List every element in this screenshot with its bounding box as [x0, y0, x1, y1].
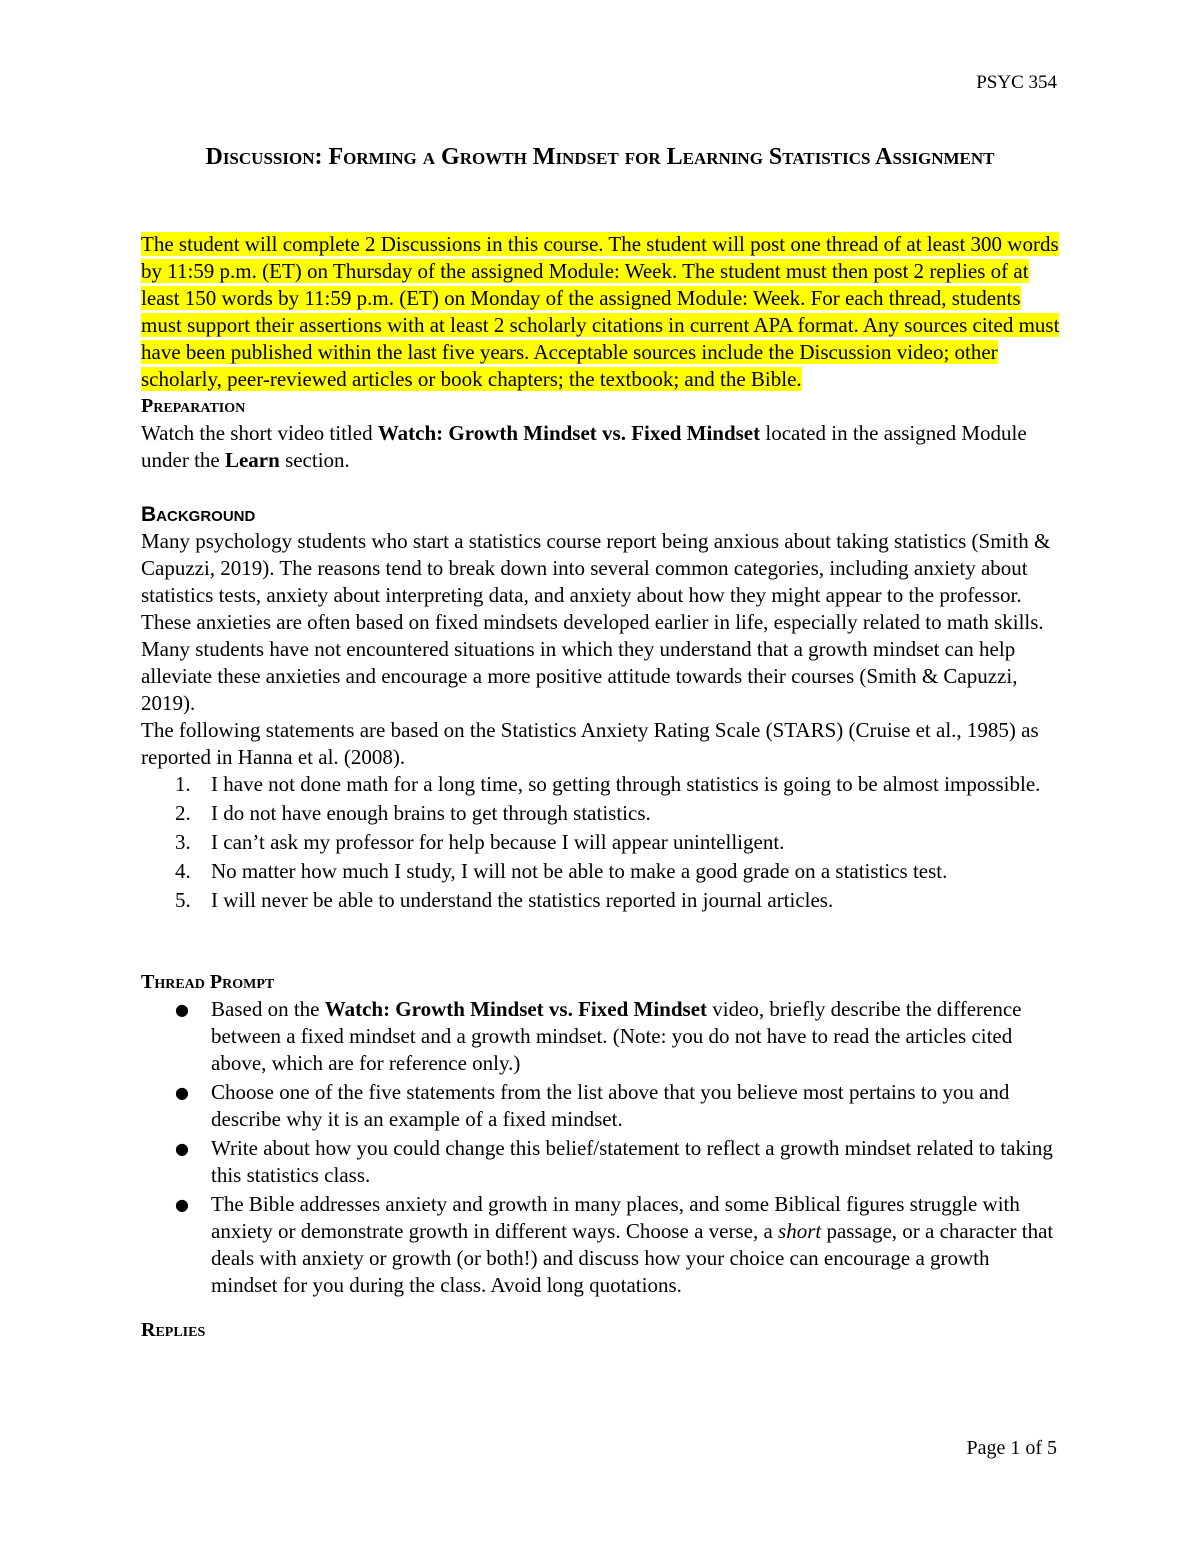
list-item-number: 2.	[175, 801, 191, 825]
prompt-4-before: The Bible addresses anxiety and growth in many places, and some Biblical figures struggle with anxiety or demonstrate growth in different ways. Choose a verse, a	[211, 1192, 1020, 1243]
list-item-number: 4.	[175, 859, 191, 883]
preparation-text-before: Watch the short video titled	[141, 421, 378, 445]
prompt-3-text: Write about how you could change this belief/statement to reflect a growth mindset related to taking this statistics class.	[211, 1136, 1053, 1187]
page-number: Page 1 of 5	[966, 1437, 1057, 1459]
prompt-1-after: video, briefly describe the difference between a fixed mindset and a growth mindset. (Note: you do not have to read the articles cited above, which are for reference only.)	[211, 997, 1022, 1075]
list-item	[141, 887, 1061, 914]
list-item-text: I will never be able to understand the statistics reported in journal articles.	[211, 888, 834, 912]
bullet-icon: ●	[175, 1195, 189, 1214]
preparation-text-after: section.	[279, 448, 350, 472]
spacer	[141, 943, 1061, 969]
thread-prompt-heading: Thread Prompt	[141, 971, 275, 993]
list-item	[141, 1079, 1061, 1133]
document-body	[141, 231, 1061, 1344]
background-paragraph-1: Many psychology students who start a statistics course report being anxious about taking statistics (Smith & Capuzzi, 2019). The reasons tend to break down into several common categories, including anxiety about statistics tests, anxiety about interpreting data, and anxiety about how they might appear to the professor. These anxieties are often based on fixed mindsets developed earlier in life, especially related to math skills. Many students have not encountered situations in which they understand that a growth mindset can help alleviate these anxieties and encourage a more positive attitude towards their courses (Smith & Capuzzi, 2019).	[141, 529, 1051, 715]
intro-paragraph	[141, 231, 1061, 393]
list-item	[141, 800, 1061, 827]
bullet-icon: ●	[175, 1083, 189, 1102]
thread-prompt-list	[141, 996, 1061, 1299]
list-item	[141, 829, 1061, 856]
preparation-paragraph	[141, 420, 1061, 474]
list-item	[141, 996, 1061, 1077]
spacer	[141, 1301, 1061, 1317]
list-item-text: I have not done math for a long time, so getting through statistics is going to be almost impossible.	[211, 772, 1041, 796]
background-heading: Background	[141, 503, 256, 526]
bullet-icon: ●	[175, 1139, 189, 1158]
list-item	[141, 771, 1061, 798]
document-title: Discussion: Forming a Growth Mindset for Learning Statistics Assignment	[205, 144, 995, 170]
list-item-number: 1.	[175, 772, 191, 796]
list-item	[141, 1191, 1061, 1299]
intro-highlighted-text: The student will complete 2 Discussions in this course. The student will post one thread of at least 300 words by 11:59 p.m. (ET) on Thursday of the assigned Module: Week. The student must then post 2 replies of at least 150 words by 11:59 p.m. (ET) on Monday of the assigned Module: Week. For each thread, students must support their assertions with at least 2 scholarly citations in current APA format. Any sources cited must have been published within the last five years. Acceptable sources include the Discussion video; other scholarly, peer-reviewed articles or book chapters; the textbook; and the Bible.	[141, 232, 1060, 391]
prompt-2-text: Choose one of the five statements from the list above that you believe most pertains to you and describe why it is an example of a fixed mindset.	[211, 1080, 1010, 1131]
bullet-icon: ●	[175, 1000, 189, 1019]
list-item-number: 5.	[175, 888, 191, 912]
prompt-1-video-title: Watch: Growth Mindset vs. Fixed Mindset	[324, 997, 708, 1021]
list-item-text: No matter how much I study, I will not be able to make a good grade on a statistics test.	[211, 859, 948, 883]
spacer	[141, 916, 1061, 943]
spacer	[141, 474, 1061, 501]
statements-list	[141, 771, 1061, 914]
list-item-text: I do not have enough brains to get through statistics.	[211, 801, 651, 825]
course-code-header: PSYC 354	[976, 72, 1057, 93]
preparation-text-middle: located in the assigned Module under the	[141, 421, 1027, 472]
preparation-section-name: Learn	[224, 448, 280, 472]
background-paragraph-2: The following statements are based on the Statistics Anxiety Rating Scale (STARS) (Cruise et al., 1985) as reported in Hanna et al. (2008).	[141, 718, 1039, 769]
prompt-1-before: Based on the	[211, 997, 325, 1021]
list-item	[141, 858, 1061, 885]
list-item-number: 3.	[175, 830, 191, 854]
replies-heading: Replies	[141, 1319, 206, 1341]
list-item	[141, 1135, 1061, 1189]
list-item-text: I can’t ask my professor for help because I will appear unintelligent.	[211, 830, 785, 854]
preparation-video-title: Watch: Growth Mindset vs. Fixed Mindset	[377, 421, 761, 445]
prompt-4-after: passage, or a character that deals with anxiety or growth (or both!) and discuss how your choice can encourage a growth mindset for you during the class. Avoid long quotations.	[211, 1219, 1054, 1297]
prompt-4-italic: short	[778, 1219, 822, 1243]
preparation-heading: Preparation	[141, 395, 246, 417]
